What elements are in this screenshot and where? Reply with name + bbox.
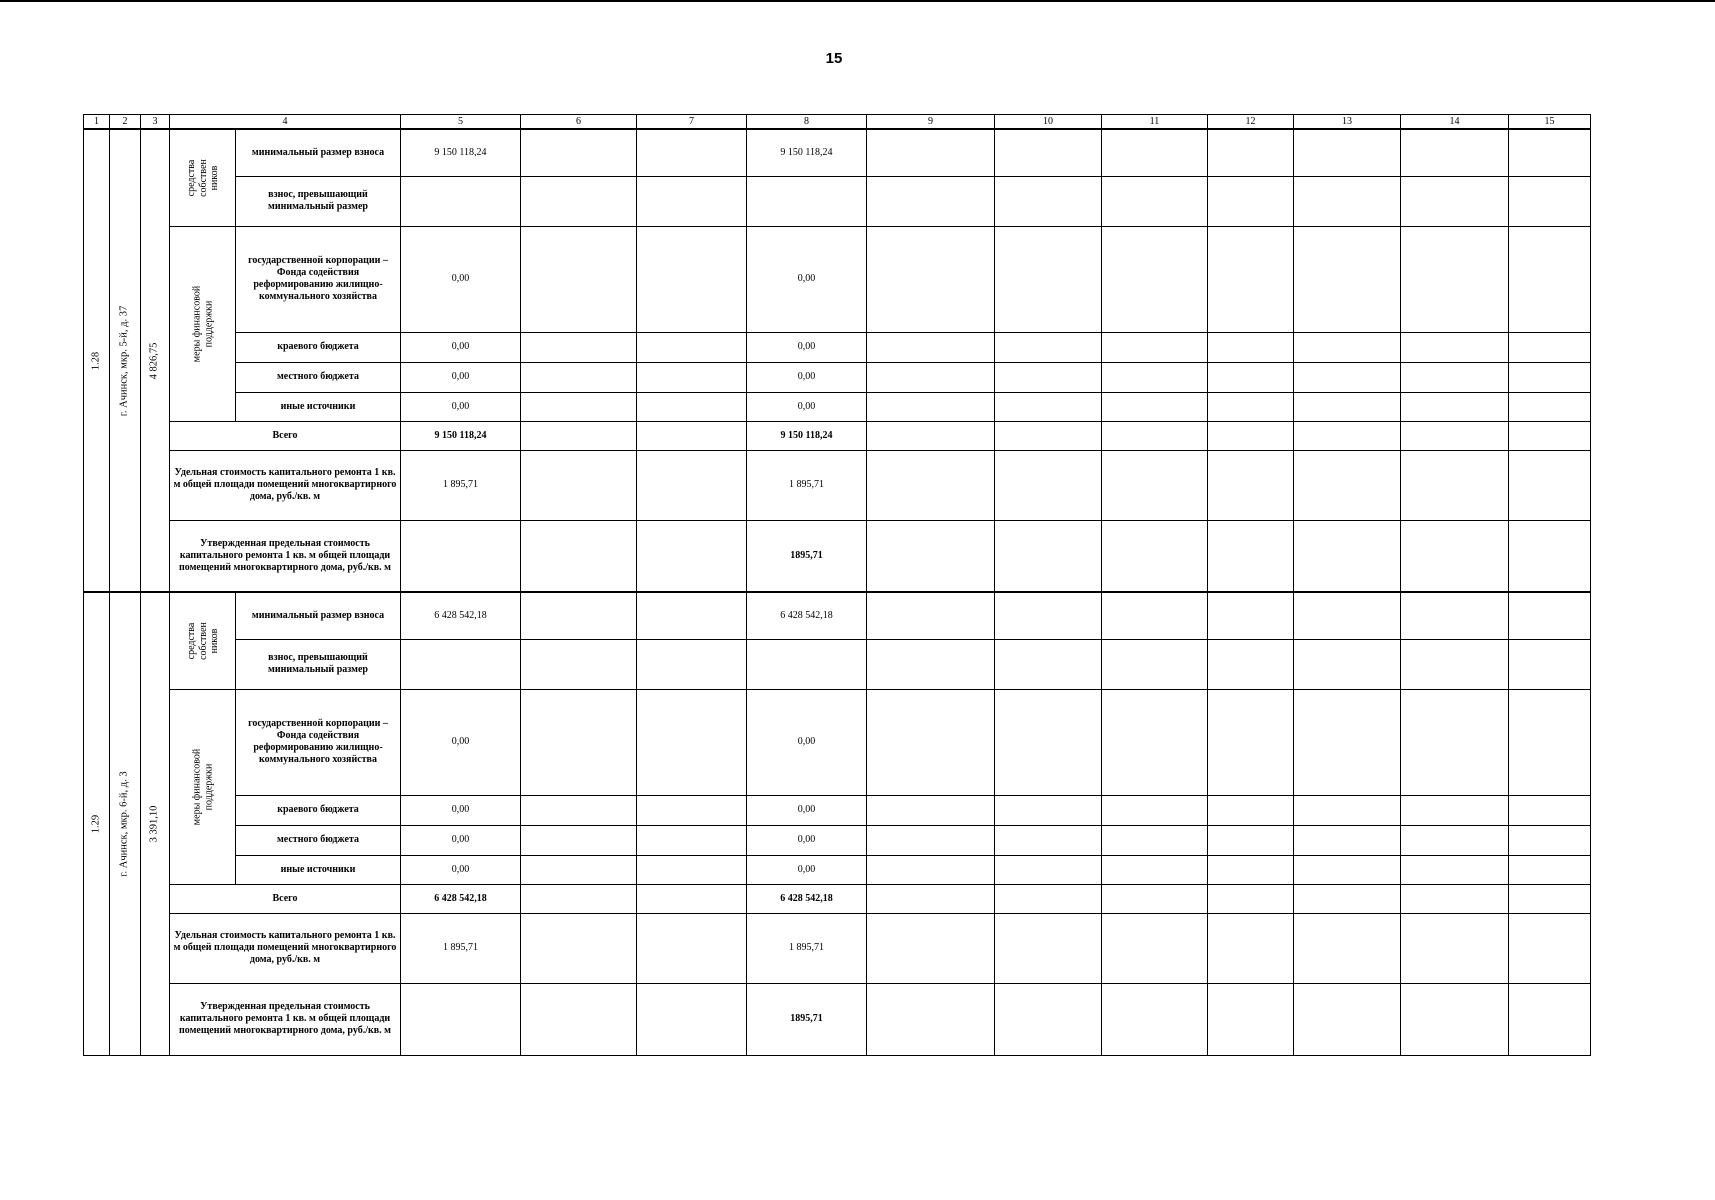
column-header: 15 bbox=[1509, 115, 1591, 130]
address-cell bbox=[110, 592, 141, 1055]
value-col5 bbox=[401, 176, 521, 226]
column-header: 9 bbox=[867, 115, 995, 130]
value-col8: 6 428 542,18 bbox=[747, 884, 867, 913]
table-row-state-fund bbox=[84, 689, 1591, 795]
owners-funds-group-label: средства собствен ников bbox=[185, 158, 220, 197]
row-index: 1.28 bbox=[90, 351, 102, 370]
value-col8 bbox=[747, 639, 867, 689]
table-row-total bbox=[84, 421, 1591, 450]
value-col8: 0,00 bbox=[747, 855, 867, 884]
page-number: 15 bbox=[825, 50, 843, 67]
value-col5 bbox=[401, 639, 521, 689]
row-index: 1.29 bbox=[90, 814, 102, 833]
table-row-excess-contribution bbox=[84, 639, 1591, 689]
value-col5: 0,00 bbox=[401, 332, 521, 362]
row-label: минимальный размер взноса bbox=[236, 129, 401, 176]
value-col5: 0,00 bbox=[401, 795, 521, 825]
value-col5: 0,00 bbox=[401, 855, 521, 884]
owners-funds-group-label: средства собствен ников bbox=[185, 621, 220, 660]
row-label: Удельная стоимость капитального ремонта 1 кв. м общей площади помещений многоквартирного дома, руб./кв. м bbox=[170, 450, 401, 520]
row-label: Утвержденная предельная стоимость капитального ремонта 1 кв. м общей площади помещений многоквартирного дома, руб./кв. м bbox=[170, 520, 401, 592]
value-col8: 0,00 bbox=[747, 689, 867, 795]
row-label-total: Всего bbox=[170, 884, 401, 913]
table-row-unit-cost bbox=[84, 913, 1591, 983]
house-area: 4 826,75 bbox=[148, 342, 160, 379]
value-col8: 1895,71 bbox=[747, 520, 867, 592]
row-label: краевого бюджета bbox=[236, 795, 401, 825]
column-header: 7 bbox=[637, 115, 747, 130]
column-header: 8 bbox=[747, 115, 867, 130]
value-col8: 1895,71 bbox=[747, 983, 867, 1055]
value-col8: 6 428 542,18 bbox=[747, 592, 867, 639]
row-label: местного бюджета bbox=[236, 362, 401, 392]
value-col5: 9 150 118,24 bbox=[401, 421, 521, 450]
row-label: государственной корпорации – Фонда содействия реформированию жилищно-коммунального хозяйства bbox=[236, 226, 401, 332]
value-col8: 0,00 bbox=[747, 795, 867, 825]
column-header: 4 bbox=[170, 115, 401, 130]
row-index-cell bbox=[84, 129, 110, 592]
column-header: 3 bbox=[141, 115, 170, 130]
owners-funds-group-cell bbox=[170, 592, 236, 689]
value-col8: 0,00 bbox=[747, 332, 867, 362]
table-row-excess-contribution bbox=[84, 176, 1591, 226]
row-label: местного бюджета bbox=[236, 825, 401, 855]
address-cell bbox=[110, 129, 141, 592]
column-header: 13 bbox=[1294, 115, 1401, 130]
value-col8: 0,00 bbox=[747, 362, 867, 392]
area-cell bbox=[141, 592, 170, 1055]
table-row-other-sources bbox=[84, 392, 1591, 421]
table-row-local-budget bbox=[84, 825, 1591, 855]
row-label: иные источники bbox=[236, 392, 401, 421]
financial-support-group-cell bbox=[170, 226, 236, 421]
row-label: взнос, превышающий минимальный размер bbox=[236, 639, 401, 689]
row-label: Удельная стоимость капитального ремонта 1 кв. м общей площади помещений многоквартирного дома, руб./кв. м bbox=[170, 913, 401, 983]
row-label: иные источники bbox=[236, 855, 401, 884]
table-row-state-fund bbox=[84, 226, 1591, 332]
table-row-unit-cost bbox=[84, 450, 1591, 520]
column-number-header-row bbox=[84, 115, 1591, 130]
value-col5: 1 895,71 bbox=[401, 450, 521, 520]
value-col8: 0,00 bbox=[747, 226, 867, 332]
column-header: 2 bbox=[110, 115, 141, 130]
value-col5: 0,00 bbox=[401, 392, 521, 421]
value-col8: 0,00 bbox=[747, 825, 867, 855]
page-top-rule bbox=[0, 0, 1715, 2]
financial-support-group-cell bbox=[170, 689, 236, 884]
table-row-approved-limit bbox=[84, 983, 1591, 1055]
value-col8: 9 150 118,24 bbox=[747, 129, 867, 176]
column-header: 6 bbox=[521, 115, 637, 130]
table-row-min-contribution bbox=[84, 129, 1591, 176]
row-label: государственной корпорации – Фонда содействия реформированию жилищно-коммунального хозяйства bbox=[236, 689, 401, 795]
row-index-cell bbox=[84, 592, 110, 1055]
house-address: г. Ачинск, мкр. 5-й, д. 37 bbox=[118, 305, 130, 416]
value-col5: 0,00 bbox=[401, 689, 521, 795]
row-label: Утвержденная предельная стоимость капитального ремонта 1 кв. м общей площади помещений многоквартирного дома, руб./кв. м bbox=[170, 983, 401, 1055]
column-header: 5 bbox=[401, 115, 521, 130]
value-col5: 9 150 118,24 bbox=[401, 129, 521, 176]
area-cell bbox=[141, 129, 170, 592]
value-col8: 1 895,71 bbox=[747, 450, 867, 520]
column-header: 10 bbox=[995, 115, 1102, 130]
value-col8: 1 895,71 bbox=[747, 913, 867, 983]
value-col5: 6 428 542,18 bbox=[401, 884, 521, 913]
capital-repair-table bbox=[83, 114, 1591, 1056]
house-area: 3 391,10 bbox=[148, 805, 160, 843]
column-header: 1 bbox=[84, 115, 110, 130]
house-address: г. Ачинск, мкр. 6-й, д. 3 bbox=[118, 771, 130, 877]
value-col8: 9 150 118,24 bbox=[747, 421, 867, 450]
value-col8 bbox=[747, 176, 867, 226]
financial-support-group-label: меры финансовой поддержки bbox=[191, 285, 214, 362]
owners-funds-group-cell bbox=[170, 129, 236, 226]
financial-support-group-label: меры финансовой поддержки bbox=[191, 748, 214, 825]
table-row-approved-limit bbox=[84, 520, 1591, 592]
value-col5: 0,00 bbox=[401, 226, 521, 332]
table-row-total bbox=[84, 884, 1591, 913]
row-label: минимальный размер взноса bbox=[236, 592, 401, 639]
column-header: 14 bbox=[1401, 115, 1509, 130]
value-col5: 6 428 542,18 bbox=[401, 592, 521, 639]
row-label: взнос, превышающий минимальный размер bbox=[236, 176, 401, 226]
value-col5: 0,00 bbox=[401, 362, 521, 392]
table-row-other-sources bbox=[84, 855, 1591, 884]
column-header: 11 bbox=[1102, 115, 1208, 130]
row-label: краевого бюджета bbox=[236, 332, 401, 362]
table-row-regional-budget bbox=[84, 332, 1591, 362]
table-row-min-contribution bbox=[84, 592, 1591, 639]
table-row-local-budget bbox=[84, 362, 1591, 392]
value-col8: 0,00 bbox=[747, 392, 867, 421]
column-header: 12 bbox=[1208, 115, 1294, 130]
row-label-total: Всего bbox=[170, 421, 401, 450]
value-col5: 0,00 bbox=[401, 825, 521, 855]
value-col5: 1 895,71 bbox=[401, 913, 521, 983]
table-row-regional-budget bbox=[84, 795, 1591, 825]
